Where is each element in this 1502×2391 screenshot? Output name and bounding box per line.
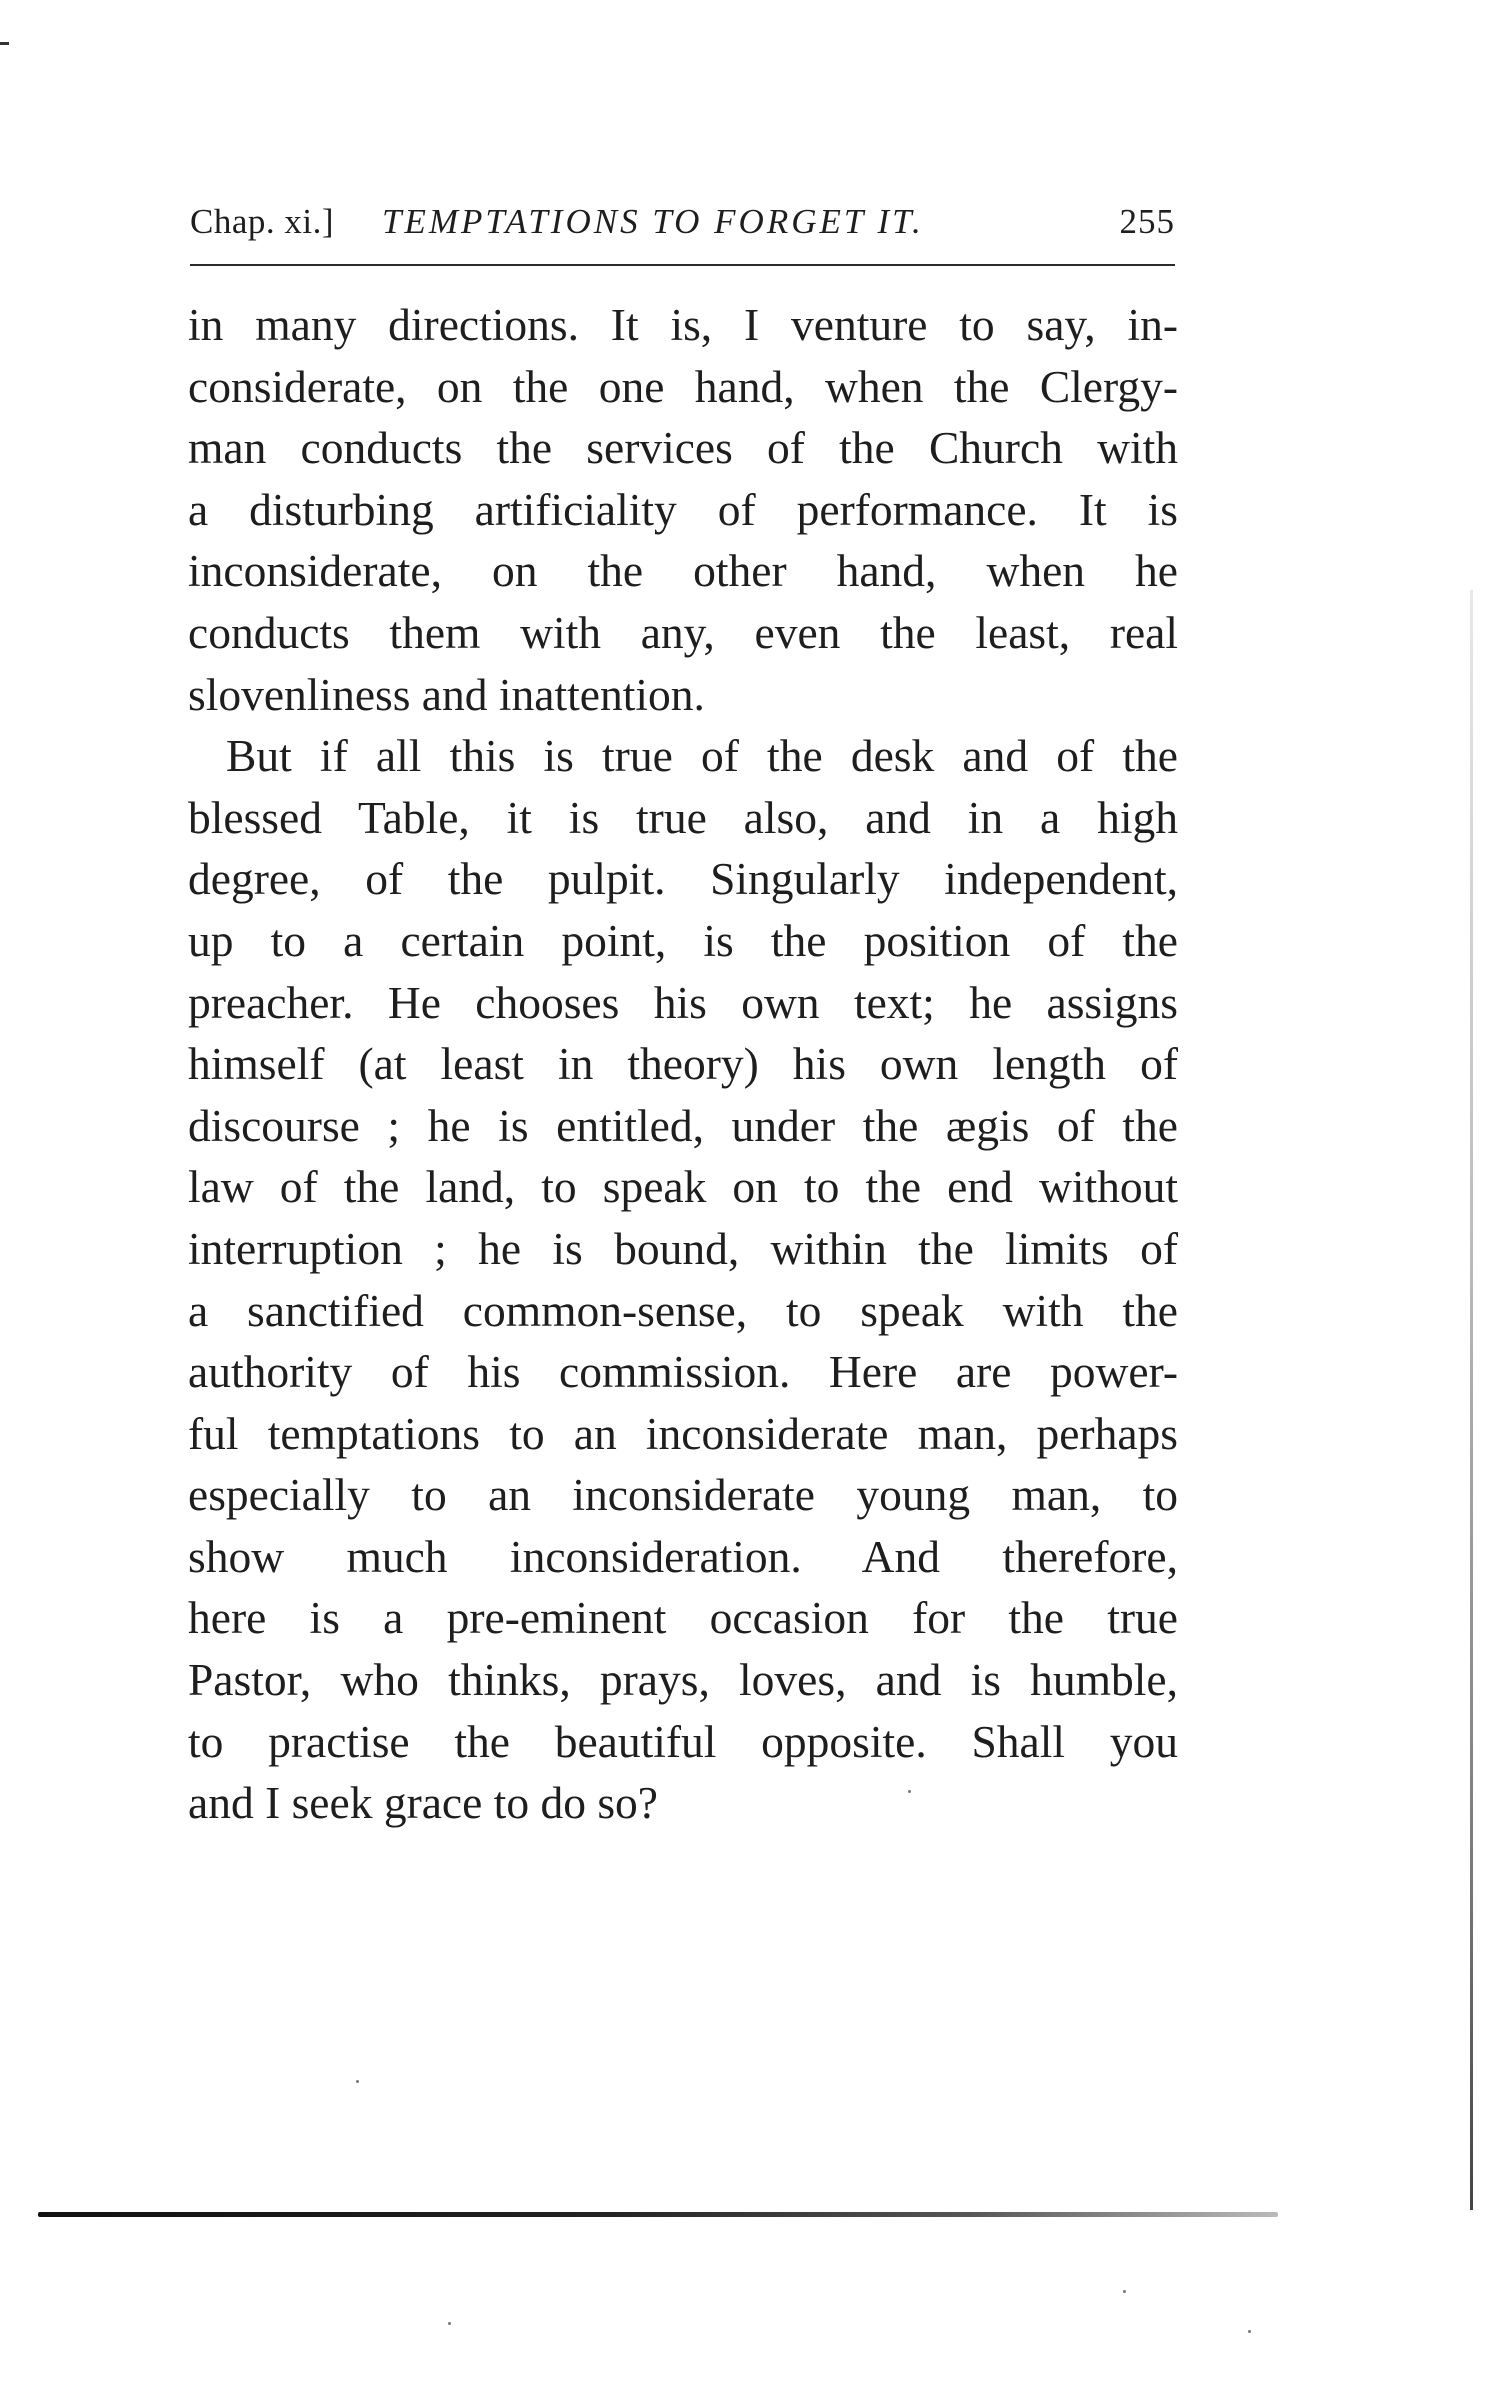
scan-speck [448,2322,451,2325]
text-line: and I seek grace to do so? [188,1777,658,1829]
text-line: law of the land, to speak on to the end without [188,1161,1178,1213]
body-text [188,294,1178,1834]
text-line: especially to an inconsiderate young man, to [188,1469,1178,1521]
text-line: authority of his commission. Here are power- [188,1346,1178,1398]
text-line: considerate, on the one hand, when the Clergy- [188,360,1178,412]
bottom-rule [38,2212,1278,2217]
text-line: blessed Table, it is true also, and in a high [188,791,1178,843]
chapter-label: Chap. xi.] [190,202,335,241]
scan-speck [356,2080,359,2083]
scan-corner-mark [0,42,9,45]
text-line: to practise the beautiful opposite. Shall you [188,1715,1178,1767]
text-line: man conducts the services of the Church with [188,422,1178,474]
text-line: himself (at least in theory) his own length of [188,1038,1178,1090]
text-line: degree, of the pulpit. Singularly independent, [188,853,1178,905]
scan-speck [1248,2330,1251,2333]
text-line: slovenliness and inattention. [188,668,705,720]
text-line: show much inconsideration. And therefore, [188,1530,1178,1582]
text-line: preacher. He chooses his own text; he assigns [188,976,1178,1028]
text-line: a disturbing artificiality of performance. It is [188,483,1178,535]
header-rule [190,264,1175,266]
scan-speck [1123,2290,1126,2293]
text-line: discourse ; he is entitled, under the ægis of the [188,1099,1178,1151]
text-line: here is a pre-eminent occasion for the true [188,1592,1178,1644]
text-line: inconsiderate, on the other hand, when he [188,545,1178,597]
text-line: But if all this is true of the desk and of the [226,730,1178,782]
text-line: ful temptations to an inconsiderate man, perhaps [188,1407,1178,1459]
page-edge-shadow [1470,590,1473,2210]
text-line: conducts them with any, even the least, real [188,606,1178,658]
page-number: 255 [1119,202,1175,241]
running-title: TEMPTATIONS TO FORGET IT. [382,202,924,241]
text-line: Pastor, who thinks, prays, loves, and is humble, [188,1654,1178,1706]
text-line: in many directions. It is, I venture to say, in- [188,299,1178,350]
text-line: interruption ; he is bound, within the limits of [188,1222,1178,1274]
text-line: a sanctified common-sense, to speak with the [188,1284,1178,1336]
running-header [190,194,1175,250]
text-line: up to a certain point, is the position of the [188,914,1178,966]
scan-speck [908,1790,911,1793]
